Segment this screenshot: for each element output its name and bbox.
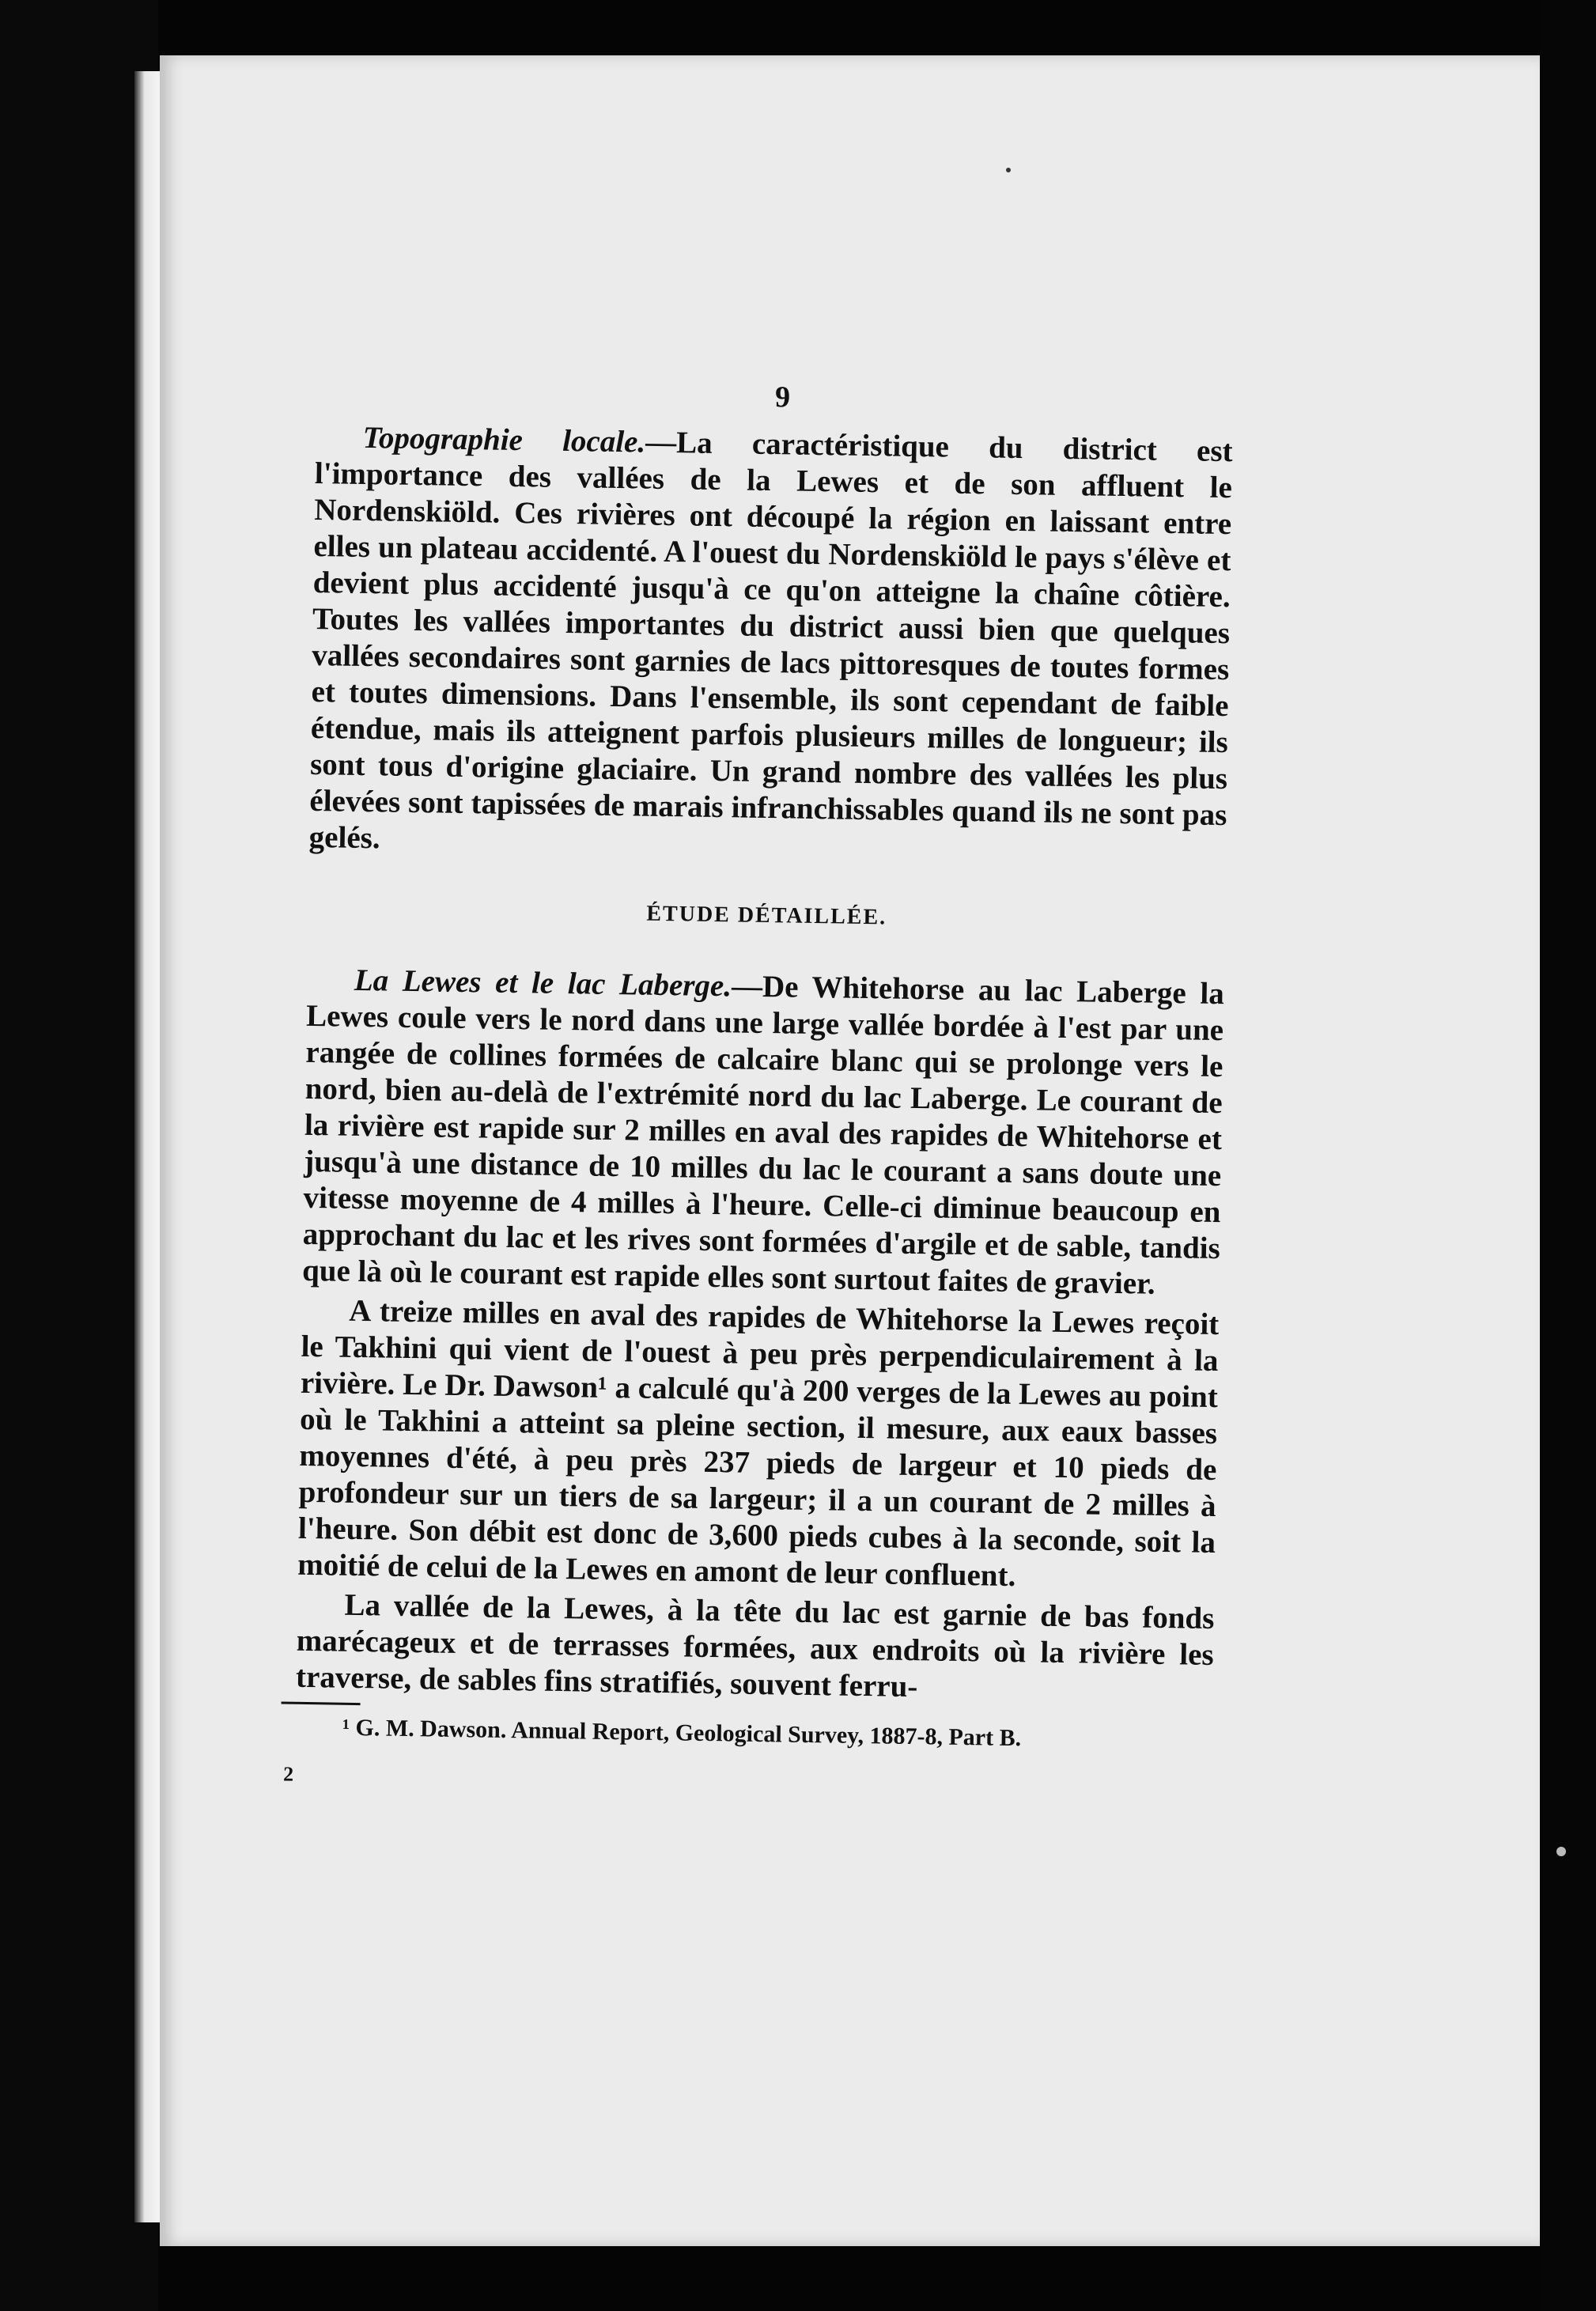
facing-page-edge — [134, 71, 160, 2222]
paragraph-lewes-laberge — [302, 962, 1224, 1303]
paragraph-lead: La Lewes et le lac Laberge. — [354, 963, 732, 1004]
page-number: 9 — [774, 380, 791, 414]
section-heading: ÉTUDE DÉTAILLÉE. — [646, 901, 887, 930]
paragraph-text: —La caractéristique du district est l'importance des vallées de la Lewes et de son affluent le Nordenskiöld. Ces rivières ont découpé la région en laissant entre elles un plateau accidenté. A l'ouest du Nordenskiöld le pays s'élève et devient plus accidenté jusqu'à ce qu'on atteigne la chaîne côtière. Toutes les vallées importantes du district aussi bien que quelques vallées secondaires sont garnies de lacs pittoresques de toutes formes et toutes dimensions. Dans l'ensemble, ils sont cependant de faible étendue, mais ils atteignent parfois plusieurs milles de longueur; ils sont tous d'origine glaciaire. Un grand nombre des vallées les plus élevées sont tapissées de marais infranchissables quand ils ne sont pas gelés. — [308, 425, 1233, 856]
footnote: ¹ G. M. Dawson. Annual Report, Geological Survey, 1887-8, Part B. — [342, 1714, 1022, 1752]
paragraph-topographie — [308, 419, 1233, 870]
dust-speck — [1556, 1847, 1566, 1856]
signature-mark: 2 — [282, 1762, 294, 1786]
paragraph-takhini — [297, 1292, 1220, 1598]
paragraph-vallee — [296, 1587, 1215, 1710]
paragraph-lead: Topographie locale. — [362, 420, 646, 460]
page-content — [282, 372, 1234, 1807]
dust-speck — [1006, 168, 1011, 172]
paragraph-text: La vallée de la Lewes, à la tête du lac est garnie de bas fonds marécageux et de terrasses formées, aux endroits où la rivière les traverse, de sables fins stratifiés, souvent ferru- — [295, 1587, 1215, 1704]
paragraph-text: —De Whitehorse au lac Laberge la Lewes coule vers le nord dans une large vallée bordée à l'est par une rangée de collines formées de calcaire blanc qui se prolonge vers le nord, bien au-delà de l'extrémité nord du lac Laberge. Le courant de la rivière est rapide sur 2 milles en aval des rapides de Whitehorse et jusqu'à une distance de 10 milles du lac le courant a sans doute une vitesse moyenne de 4 milles à l'heure. Celle-ci diminue beaucoup en approchant du lac et les rives sont formées d'argile et de sable, tandis que là où le courant est rapide elles sont surtout faites de gravier. — [301, 969, 1225, 1301]
scan-right-border — [1540, 0, 1596, 2311]
paragraph-text: A treize milles en aval des rapides de Whitehorse la Lewes reçoit le Takhini qui vient de l'ouest à peu près perpendiculairement à la rivière. Le Dr. Dawson¹ a calculé qu'à 200 verges de la Lewes au point où le Takhini a atteint sa pleine section, il mesure, aux eaux basses moyennes d'été, à peu près 237 pieds de largeur et 10 pieds de profondeur sur un tiers de sa largeur; il a un courant de 2 milles à l'heure. Son débit est donc de 3,600 pieds cubes à la seconde, soit la moitié de celui de la Lewes en amont de leur confluent. — [297, 1293, 1220, 1594]
